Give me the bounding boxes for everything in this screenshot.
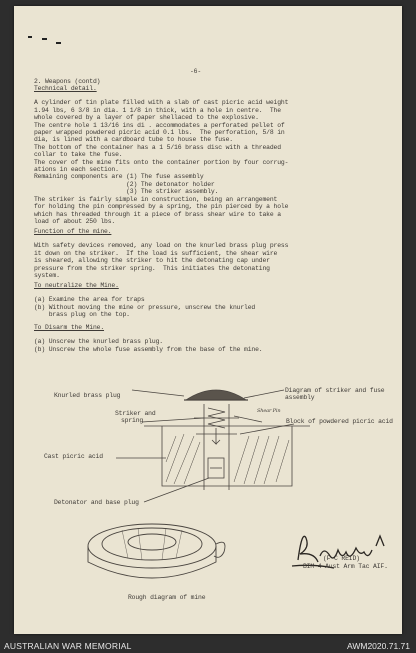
- technical-detail-heading: Technical detail.: [34, 85, 97, 92]
- signature-name: (F C REID): [323, 555, 360, 562]
- footer-institution: AUSTRALIAN WAR MEMORIAL: [4, 641, 132, 651]
- disarm-steps: (a) Unscrew the knurled brass plug. (b) Unscrew the whole fuse assembly from the base of the mine.: [34, 338, 263, 353]
- document-page: [14, 6, 402, 634]
- technical-detail-text: A cylinder of tin plate filled with a slab of cast picric acid weight 1.94 lbs, 6 3/8 in dia. 1 1/8 in thick, with a hole in centre. The whole covered by a layer of paper shellaced to the explosive. The centre hole 1 13/16 ins di . accommodates a perforated pellet of paper wrapped powdered picric acid 0.1 lbs. The perforation, 5/8 in dia, is lined with a cardboard tube to house the fuse. The bottom of the container has a 1 5/16 brass disc with a threaded collar to take the fuse. The cover of the mine fits onto the container portion by four corrug- ations in each section. Remaining components are (1) The fuse assembly (2) The detonator holder (3) The striker assembly. The striker is fairly simple in construction, being an arrangement for holding the pin compressed by a spring, the pin pierced by a hole which has threaded through it a piece of brass shear wire to take a load of about 250 lbs.: [34, 99, 289, 225]
- neutralize-steps: (a) Examine the area for traps (b) Without moving the mine or pressure, unscrew the knurled brass plug on the top.: [34, 296, 256, 319]
- mine-sketch: [82, 516, 232, 591]
- label-striker-spring-2: spring: [121, 417, 144, 424]
- archive-footer: [0, 638, 416, 653]
- signature-unit: BIM 4 Aust Arm Tac AIF.: [303, 563, 388, 570]
- section-heading: 2. Weapons (contd): [34, 78, 101, 85]
- label-rough-diagram: Rough diagram of mine: [128, 594, 206, 601]
- label-knurled-plug: Knurled brass plug: [54, 392, 121, 399]
- label-striker-spring-1: Striker and: [115, 410, 156, 417]
- label-striker-fuse-title: Diagram of striker and fuse: [285, 387, 385, 394]
- footer-accession-number: AWM2020.71.71: [347, 641, 410, 651]
- neutralize-heading: To neutralize the Mine.: [34, 282, 119, 289]
- function-heading: Function of the mine.: [34, 228, 112, 235]
- label-detonator: Detonator and base plug: [54, 499, 139, 506]
- disarm-heading: To Disarm the Mine.: [34, 324, 105, 331]
- label-striker-fuse-sub: assembly: [285, 394, 315, 401]
- page-number: -6-: [190, 68, 202, 75]
- punch-marks: [26, 32, 76, 52]
- label-cast-picric: Cast picric acid: [44, 453, 103, 460]
- label-block-picric: Block of powdered picric acid: [286, 418, 393, 425]
- function-text: With safety devices removed, any load on the knurled brass plug press it down on the striker. If the load is sufficient, the shear wire is sheared, allowing the striker to hit the detonating cap under pressure from the striker spring. This initiates the detonating system.: [34, 242, 289, 280]
- label-shear-pin: Shear Pin: [257, 408, 281, 414]
